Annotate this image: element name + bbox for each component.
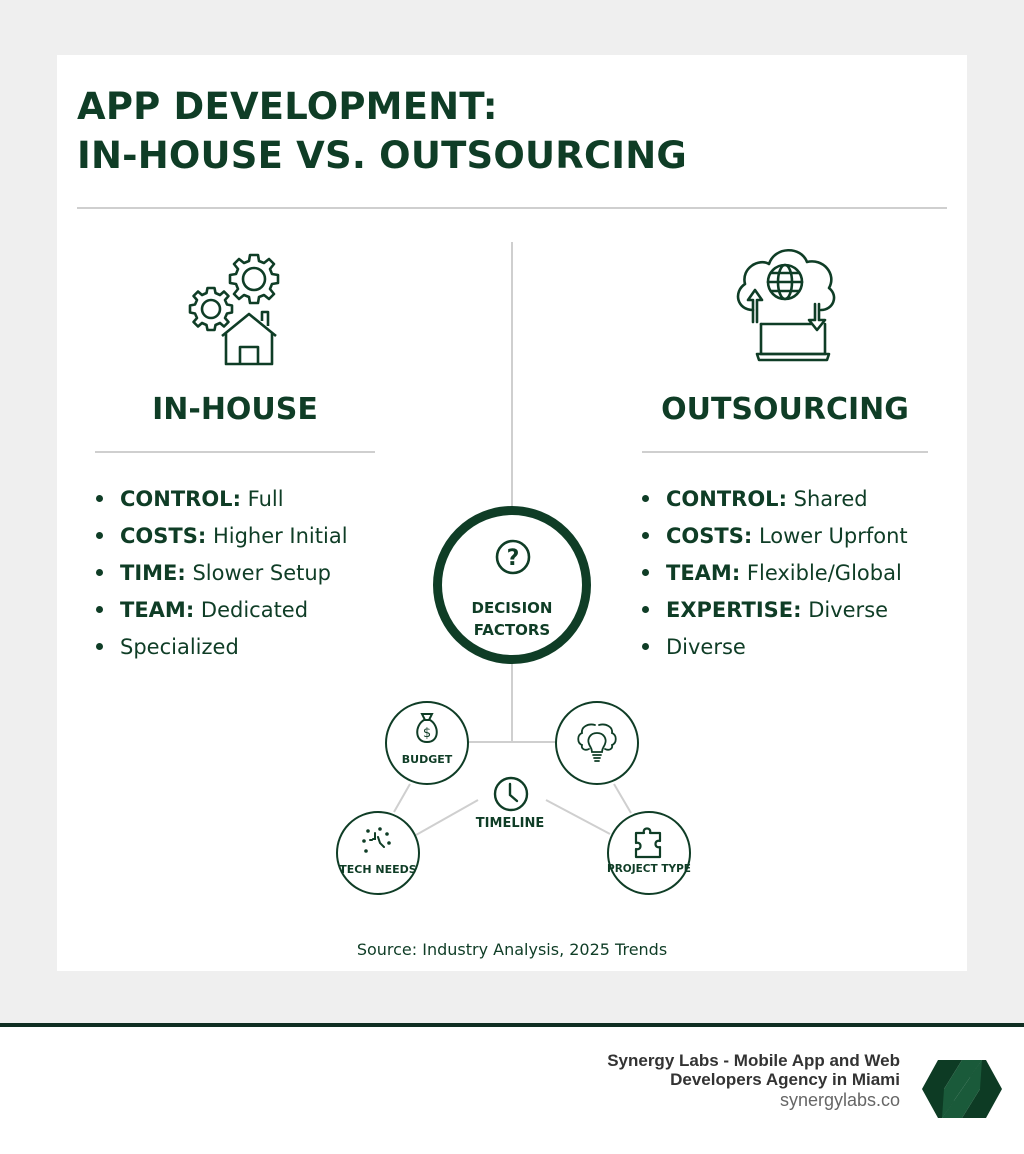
bullet-icon (96, 643, 103, 650)
timeline-label: TIMELINE (475, 816, 545, 831)
list-item: CONTROL: Shared (642, 481, 908, 518)
outsourcing-heading: OUTSOURCING (661, 392, 909, 427)
outsourcing-factor-list (642, 481, 908, 666)
title-line-2: IN-HOUSE VS. OUTSOURCING (77, 134, 688, 177)
brand-name-line-1: Synergy Labs - Mobile App and Web (607, 1051, 900, 1070)
bullet-icon (96, 606, 103, 613)
bullet-icon (642, 495, 649, 502)
list-item: COSTS: Higher Initial (96, 518, 348, 555)
bullet-icon (642, 606, 649, 613)
project-type-label: PROJECT TYPE (607, 863, 691, 875)
project-type-node (607, 811, 691, 895)
list-item: COSTS: Lower Uprfont (642, 518, 908, 555)
decision-factors-label: DECISION FACTORS (471, 599, 553, 639)
in-house-divider (95, 451, 375, 453)
svg-text:?: ? (506, 546, 520, 571)
bullet-icon (96, 532, 103, 539)
source-note: Source: Industry Analysis, 2025 Trends (356, 940, 668, 959)
list-item: Diverse (642, 629, 908, 666)
tech-needs-label: TECH NEEDS (339, 863, 417, 876)
in-house-factor-list (96, 481, 348, 666)
list-item: TIME: Slower Setup (96, 555, 348, 592)
in-house-heading: IN-HOUSE (152, 392, 318, 427)
bullet-icon (642, 532, 649, 539)
budget-label: BUDGET (401, 753, 453, 766)
money-bag-icon (413, 711, 441, 745)
clock-icon (492, 775, 530, 813)
list-item: TEAM: Flexible/Global (642, 555, 908, 592)
brain-lightbulb-icon (575, 721, 619, 765)
list-item: EXPERTISE: Diverse (642, 592, 908, 629)
list-item: TEAM: Dedicated (96, 592, 348, 629)
decision-factors-node (433, 506, 591, 664)
expertise-node (555, 701, 639, 785)
bullet-icon (642, 643, 649, 650)
title-line-1: APP DEVELOPMENT: (77, 85, 498, 128)
gears-house-icon (186, 252, 282, 366)
bullet-icon (642, 569, 649, 576)
budget-node (385, 701, 469, 785)
bullet-icon (96, 495, 103, 502)
brand-block (607, 1051, 900, 1111)
tech-clock-icon (358, 825, 398, 857)
cloud-globe-laptop-icon (731, 244, 839, 364)
synergy-labs-logo (922, 1060, 1002, 1118)
svg-text:$: $ (422, 726, 432, 741)
brand-name-line-2: Developers Agency in Miami (670, 1070, 900, 1089)
tech-needs-node (336, 811, 420, 895)
bullet-icon (96, 569, 103, 576)
puzzle-icon (632, 825, 666, 861)
list-item: CONTROL: Full (96, 481, 348, 518)
brand-url[interactable]: synergylabs.co (779, 1090, 900, 1110)
list-item: Specialized (96, 629, 348, 666)
question-icon (495, 539, 531, 575)
outsourcing-divider (642, 451, 928, 453)
